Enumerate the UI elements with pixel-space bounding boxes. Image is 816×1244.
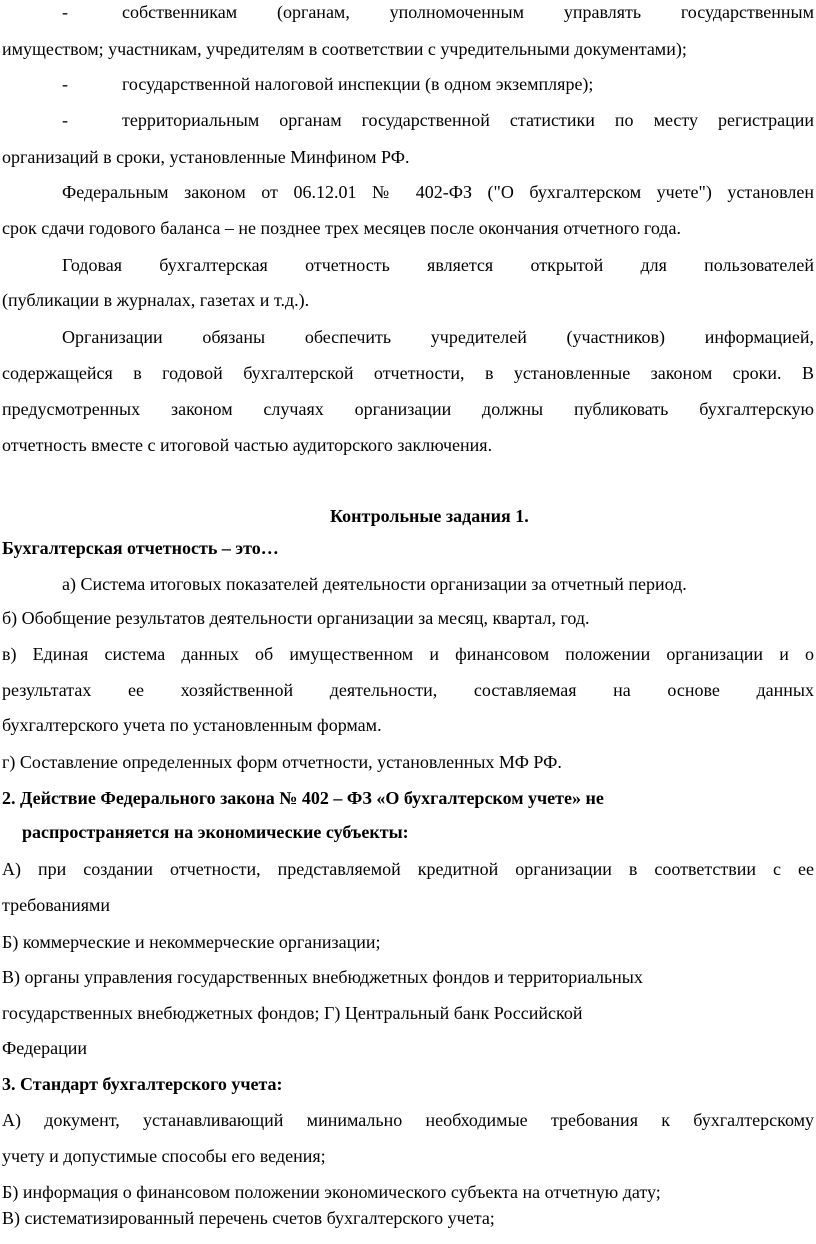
answer-option: В) систематизированный перечень счетов бухгалтерского учета;	[2, 1208, 495, 1228]
paragraph-line: отчетность вместе с итоговой частью аудиторского заключения.	[2, 435, 493, 455]
answer-option: учету и допустимые способы его ведения;	[2, 1146, 326, 1166]
answer-option: результатах ее хозяйственной деятельности, составляемая на основе данных	[2, 680, 814, 700]
answer-option: Б) информация о финансовом положении экономического субъекта на отчетную дату;	[2, 1182, 661, 1202]
paragraph-line: Годовая бухгалтерская отчетность является открытой для пользователей	[62, 255, 814, 275]
paragraph-line: содержащейся в годовой бухгалтерской отчетности, в установленные законом сроки. В	[2, 363, 814, 383]
bullet-dash: -	[62, 2, 68, 22]
answer-option: Федерации	[2, 1038, 88, 1058]
paragraph-line: имуществом; участникам, учредителям в соответствии с учредительными документами);	[2, 39, 687, 59]
answer-option: а) Система итоговых показателей деятельности организации за отчетный период.	[62, 574, 687, 594]
answer-option: б) Обобщение результатов деятельности организации за месяц, квартал, год.	[2, 608, 590, 628]
answer-option: А) при создании отчетности, представляемой кредитной организации в соответствии с ее	[2, 859, 814, 879]
paragraph-line: срок сдачи годового баланса – не позднее трех месяцев после окончания отчетного года.	[2, 218, 681, 238]
paragraph-line: (публикации в журналах, газетах и т.д.).	[2, 290, 310, 310]
paragraph-line: предусмотренных законом случаях организации должны публиковать бухгалтерскую	[2, 399, 814, 419]
bullet-dash: -	[62, 74, 68, 94]
paragraph-line: государственной налоговой инспекции (в одном экземпляре);	[122, 74, 594, 94]
question-title: Бухгалтерская отчетность – это…	[2, 538, 279, 558]
paragraph-line: Федеральным законом от 06.12.01 № 402-ФЗ ("О бухгалтерском учете") установлен	[62, 182, 814, 202]
answer-option: А) документ, устанавливающий минимально необходимые требования к бухгалтерскому	[2, 1110, 814, 1130]
answer-option: В) органы управления государственных внебюджетных фондов и территориальных	[2, 967, 643, 987]
answer-option: государственных внебюджетных фондов; Г) Центральный банк Российской	[2, 1003, 583, 1023]
bullet-dash: -	[62, 110, 68, 130]
paragraph-line: территориальным органам государственной статистики по месту регистрации	[122, 110, 814, 130]
answer-option: Б) коммерческие и некоммерческие организации;	[2, 932, 381, 952]
answer-option: г) Составление определенных форм отчетности, установленных МФ РФ.	[2, 752, 562, 772]
paragraph-line: организаций в сроки, установленные Минфином РФ.	[2, 147, 410, 167]
answer-option: в) Единая система данных об имущественном и финансовом положении организации и о	[2, 644, 814, 664]
paragraph-line: собственникам (органам, уполномоченным управлять государственным	[122, 2, 814, 22]
paragraph-line: Организации обязаны обеспечить учредителей (участников) информацией,	[62, 327, 814, 347]
question-title: распространяется на экономические субъекты:	[22, 822, 409, 842]
section-heading: Контрольные задания 1.	[330, 506, 529, 526]
question-title: 2. Действие Федерального закона № 402 – ФЗ «О бухгалтерском учете» не	[2, 788, 604, 808]
answer-option: требованиями	[2, 895, 111, 915]
question-title: 3. Стандарт бухгалтерского учета:	[2, 1074, 283, 1094]
answer-option: бухгалтерского учета по установленным формам.	[2, 715, 382, 735]
